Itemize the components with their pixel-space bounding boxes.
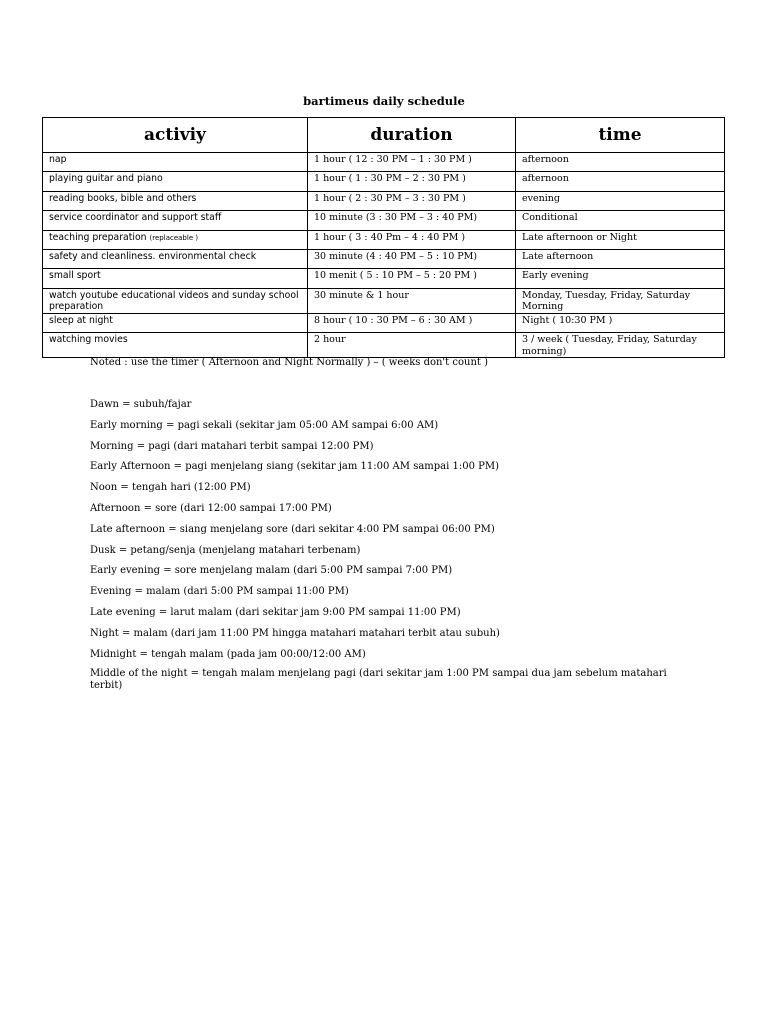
duration-cell: 2 hour [308, 333, 516, 358]
activity-cell: playing guitar and piano [43, 172, 308, 191]
definition-item: Dusk = petang/senja (menjelang matahari terbenam) [90, 544, 361, 556]
noted-text: Noted : use the timer ( Afternoon and Night Normally ) – ( weeks don't count ) [90, 357, 488, 368]
definition-item: Early evening = sore menjelang malam (dari 5:00 PM sampai 7:00 PM) [90, 565, 453, 577]
time-cell: Night ( 10:30 PM ) [516, 313, 725, 332]
definition-item: Late afternoon = siang menjelang sore (dari sekitar 4:00 PM sampai 06:00 PM) [90, 523, 495, 535]
definition-item: Dawn = subuh/fajar [90, 399, 192, 410]
time-cell: afternoon [516, 172, 725, 191]
duration-cell: 1 hour ( 2 : 30 PM – 3 : 30 PM ) [308, 191, 516, 210]
table-row [43, 191, 725, 210]
time-cell: Conditional [516, 211, 725, 230]
header-activity: activiy [43, 118, 308, 153]
table-row [43, 313, 725, 332]
time-cell: Late afternoon or Night [516, 230, 725, 249]
duration-cell: 1 hour ( 3 : 40 Pm – 4 : 40 PM ) [308, 230, 516, 249]
page-title: bartimeus daily schedule [303, 94, 465, 108]
schedule-table [42, 117, 725, 358]
table-row [43, 153, 725, 172]
notes-section [90, 356, 690, 370]
activity-cell [43, 230, 308, 249]
time-cell: Late afternoon [516, 249, 725, 268]
table-row [43, 249, 725, 268]
activity-cell: watching movies [43, 333, 308, 358]
duration-cell: 8 hour ( 10 : 30 PM – 6 : 30 AM ) [308, 313, 516, 332]
definition-item: Evening = malam (dari 5:00 PM sampai 11:00 PM) [90, 586, 349, 598]
table-row [43, 269, 725, 288]
activity-cell: small sport [43, 269, 308, 288]
time-cell: Early evening [516, 269, 725, 288]
duration-cell: 30 minute (4 : 40 PM – 5 : 10 PM) [308, 249, 516, 268]
activity-cell: nap [43, 153, 308, 172]
activity-cell: sleep at night [43, 313, 308, 332]
definition-item: Morning = pagi (dari matahari terbit sampai 12:00 PM) [90, 440, 374, 452]
table-row [43, 172, 725, 191]
header-time: time [516, 118, 725, 153]
table-header-row [43, 118, 725, 153]
duration-cell: 1 hour ( 1 : 30 PM – 2 : 30 PM ) [308, 172, 516, 191]
time-definitions [90, 398, 690, 698]
table-row [43, 230, 725, 249]
activity-note: (replaceable ) [149, 233, 199, 242]
definition-item: Midnight = tengah malam (pada jam 00:00/12:00 AM) [90, 648, 366, 660]
definition-item: Early Afternoon = pagi menjelang siang (sekitar jam 11:00 AM sampai 1:00 PM) [90, 461, 500, 473]
definition-item: Early morning = pagi sekali (sekitar jam 05:00 AM sampai 6:00 AM) [90, 419, 439, 431]
time-cell: Monday, Tuesday, Friday, Saturday Morning [516, 288, 725, 313]
definition-item: Afternoon = sore (dari 12:00 sampai 17:00 PM) [90, 502, 332, 514]
table-row [43, 211, 725, 230]
table-row [43, 333, 725, 358]
duration-cell: 1 hour ( 12 : 30 PM – 1 : 30 PM ) [308, 153, 516, 172]
duration-cell: 10 minute (3 : 30 PM – 3 : 40 PM) [308, 211, 516, 230]
activity-cell: safety and cleanliness. environmental check [43, 249, 308, 268]
duration-cell: 30 minute & 1 hour [308, 288, 516, 313]
definition-item: Night = malam (dari jam 11:00 PM hingga matahari matahari terbit atau subuh) [90, 627, 500, 639]
definition-item: Middle of the night = tengah malam menjelang pagi (dari sekitar jam 1:00 PM sampai dua jam sebelum matahari terbit) [90, 668, 667, 692]
activity-label: teaching preparation [49, 231, 147, 243]
header-duration: duration [308, 118, 516, 153]
time-cell: evening [516, 191, 725, 210]
activity-cell: reading books, bible and others [43, 191, 308, 210]
definition-item: Late evening = larut malam (dari sekitar jam 9:00 PM sampai 11:00 PM) [90, 606, 461, 618]
activity-cell: watch youtube educational videos and sunday school preparation [43, 288, 308, 313]
time-cell: 3 / week ( Tuesday, Friday, Saturday morning) [516, 333, 725, 358]
activity-cell: service coordinator and support staff [43, 211, 308, 230]
time-cell: afternoon [516, 153, 725, 172]
duration-cell: 10 menit ( 5 : 10 PM – 5 : 20 PM ) [308, 269, 516, 288]
table-row [43, 288, 725, 313]
definition-item: Noon = tengah hari (12:00 PM) [90, 482, 251, 494]
